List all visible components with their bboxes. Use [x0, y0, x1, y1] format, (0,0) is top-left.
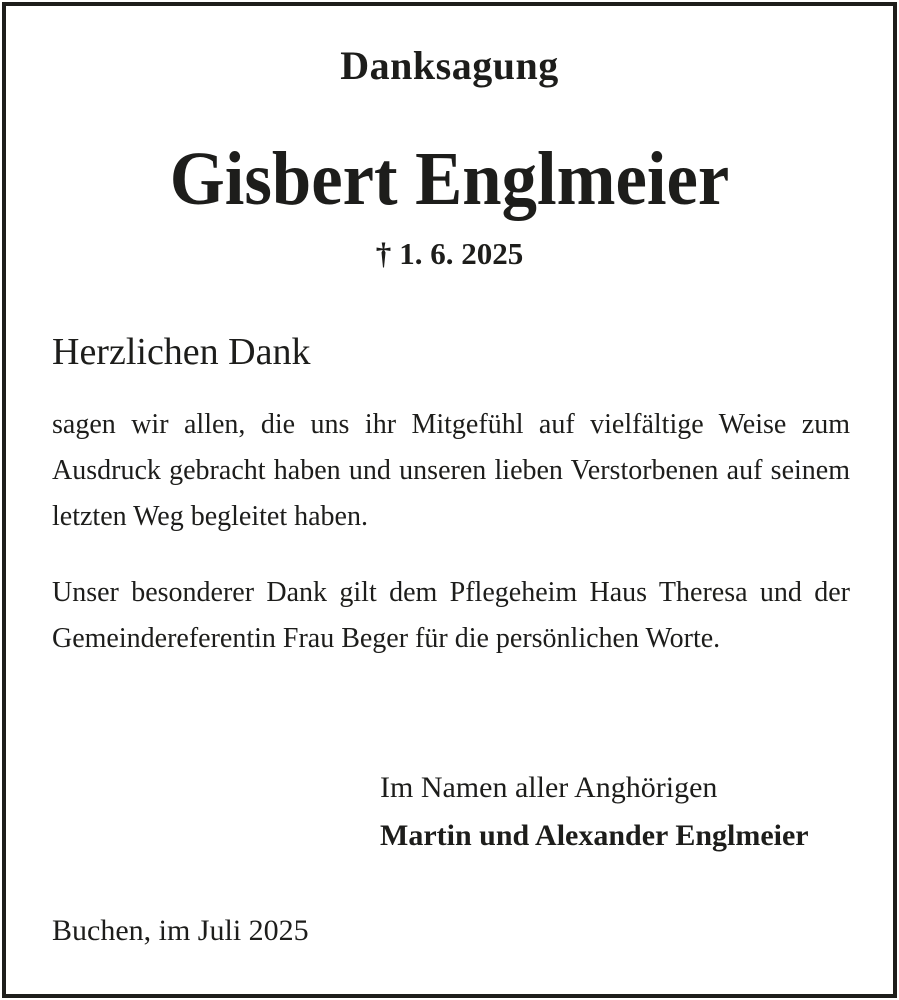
place-date-line: Buchen, im Juli 2025 [52, 914, 309, 947]
special-thanks-paragraph: Unser besonderer Dank gilt dem Pflegeheim Haus Theresa und der Gemeindereferentin Frau Beger für die persönlichen Worte. [52, 577, 850, 654]
cross-icon: † [375, 236, 392, 271]
signature-names: Martin und Alexander Englmeier [380, 819, 809, 852]
death-date-line [0, 236, 899, 272]
thanks-paragraph: sagen wir allen, die uns ihr Mitgefühl auf vielfältige Weise zum Ausdruck gebracht haben und unseren lieben Verstorbenen auf seinem letzten Weg begleitet haben. [52, 409, 850, 532]
death-date: 1. 6. 2025 [399, 236, 524, 271]
signature-intro: Im Namen aller Anghörigen [380, 771, 718, 804]
notice-type-title: Danksagung [340, 43, 559, 88]
deceased-name: Gisbert Englmeier [169, 137, 730, 221]
signature-block [380, 764, 809, 860]
salutation-heading: Herzlichen Dank [52, 331, 311, 373]
